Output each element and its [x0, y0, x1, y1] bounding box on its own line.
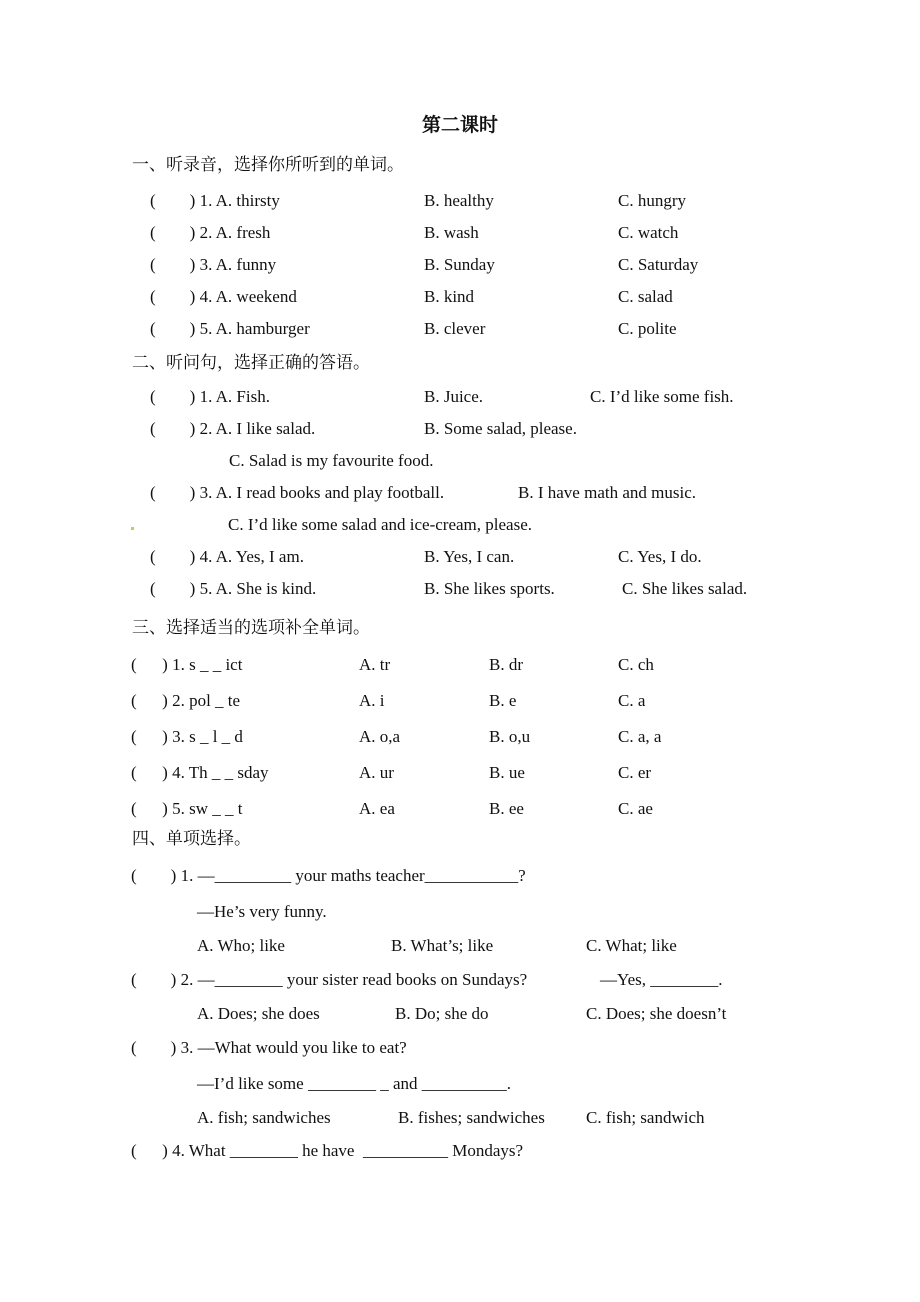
s3-q1-a: A. tr — [359, 655, 391, 674]
s4-q1-c: C. What; like — [586, 936, 677, 955]
s2-q4-c: C. Yes, I do. — [618, 547, 702, 566]
s3-q1: ( ) 1. s _ _ ict — [131, 655, 243, 674]
s3-q5-c: C. ae — [618, 799, 653, 818]
s2-q2: ( ) 2. A. I like salad. — [150, 419, 316, 438]
s3-q4: ( ) 4. Th _ _ sday — [131, 763, 269, 782]
s4-q3-a: A. fish; sandwiches — [197, 1108, 331, 1127]
s4-q3: ( ) 3. —What would you like to eat? — [131, 1038, 407, 1057]
s1-q2-c: C. watch — [618, 223, 679, 242]
s3-q4-c: C. er — [618, 763, 652, 782]
section-3-heading: 三、选择适当的选项补全单词。 — [132, 618, 370, 637]
section-4-heading: 四、单项选择。 — [132, 829, 251, 848]
s2-q5-c: C. She likes salad. — [622, 579, 748, 598]
s3-q2-a: A. i — [359, 691, 385, 710]
s3-q2-c: C. a — [618, 691, 646, 710]
s1-q2: ( ) 2. A. fresh — [150, 223, 271, 242]
s4-q2-b: B. Do; she do — [395, 1004, 489, 1023]
s2-q5: ( ) 5. A. She is kind. — [150, 579, 317, 598]
s2-q5-b: B. She likes sports. — [424, 579, 555, 598]
s4-q3-c: C. fish; sandwich — [586, 1108, 705, 1127]
s2-q3: ( ) 3. A. I read books and play football. — [150, 483, 445, 502]
s4-q2-c: C. Does; she doesn’t — [586, 1004, 727, 1023]
s3-q4-b: B. ue — [489, 763, 525, 782]
s1-q1-b: B. healthy — [424, 191, 494, 210]
s3-q1-b: B. dr — [489, 655, 523, 674]
s4-q1-b: B. What’s; like — [391, 936, 494, 955]
s4-q3-answer: —I’d like some ________ _ and __________. — [197, 1074, 511, 1093]
s2-q4: ( ) 4. A. Yes, I am. — [150, 547, 304, 566]
s3-q3: ( ) 3. s _ l _ d — [131, 727, 243, 746]
section-1-heading: 一、听录音，选择你所听到的单词。 — [132, 155, 404, 174]
s4-q4: ( ) 4. What ________ he have __________ Mondays? — [131, 1141, 524, 1160]
s2-q2-c: C. Salad is my favourite food. — [229, 451, 434, 470]
s2-q1-c: C. I’d like some fish. — [590, 387, 734, 406]
s2-q1: ( ) 1. A. Fish. — [150, 387, 270, 406]
s4-q2-reply: —Yes, ________. — [600, 970, 723, 989]
s4-q2: ( ) 2. —________ your sister read books on Sundays? — [131, 970, 528, 989]
s1-q3-c: C. Saturday — [618, 255, 699, 274]
s1-q5: ( ) 5. A. hamburger — [150, 319, 310, 338]
s4-q1: ( ) 1. —_________ your maths teacher___________? — [131, 866, 526, 885]
s2-q3-c: C. I’d like some salad and ice-cream, please. — [228, 515, 532, 534]
s2-q4-b: B. Yes, I can. — [424, 547, 515, 566]
s4-q1-a: A. Who; like — [197, 936, 285, 955]
s1-q1: ( ) 1. A. thirsty — [150, 191, 280, 210]
page-title: 第二课时 — [421, 115, 498, 136]
s3-q3-a: A. o,a — [359, 727, 401, 746]
s3-q5-a: A. ea — [359, 799, 395, 818]
s2-q2-b: B. Some salad, please. — [424, 419, 577, 438]
s1-q4-b: B. kind — [424, 287, 475, 306]
s4-q1-answer: —He’s very funny. — [197, 902, 327, 921]
s3-q3-c: C. a, a — [618, 727, 662, 746]
s1-q4-c: C. salad — [618, 287, 673, 306]
s3-q3-b: B. o,u — [489, 727, 531, 746]
s3-q4-a: A. ur — [359, 763, 394, 782]
s1-q5-b: B. clever — [424, 319, 486, 338]
s1-q3-b: B. Sunday — [424, 255, 495, 274]
s4-q3-b: B. fishes; sandwiches — [398, 1108, 545, 1127]
section-2-heading: 二、听问句，选择正确的答语。 — [132, 353, 370, 372]
s1-q5-c: C. polite — [618, 319, 677, 338]
s3-q1-c: C. ch — [618, 655, 654, 674]
s1-q1-c: C. hungry — [618, 191, 686, 210]
s3-q2-b: B. e — [489, 691, 517, 710]
s4-q2-a: A. Does; she does — [197, 1004, 320, 1023]
s3-q5: ( ) 5. sw _ _ t — [131, 799, 243, 818]
s1-q2-b: B. wash — [424, 223, 479, 242]
s2-q1-b: B. Juice. — [424, 387, 484, 406]
s2-q3-b: B. I have math and music. — [518, 483, 696, 502]
s3-q2: ( ) 2. pol _ te — [131, 691, 241, 710]
s1-q4: ( ) 4. A. weekend — [150, 287, 297, 306]
stray-mark — [131, 527, 134, 530]
s1-q3: ( ) 3. A. funny — [150, 255, 277, 274]
s3-q5-b: B. ee — [489, 799, 524, 818]
